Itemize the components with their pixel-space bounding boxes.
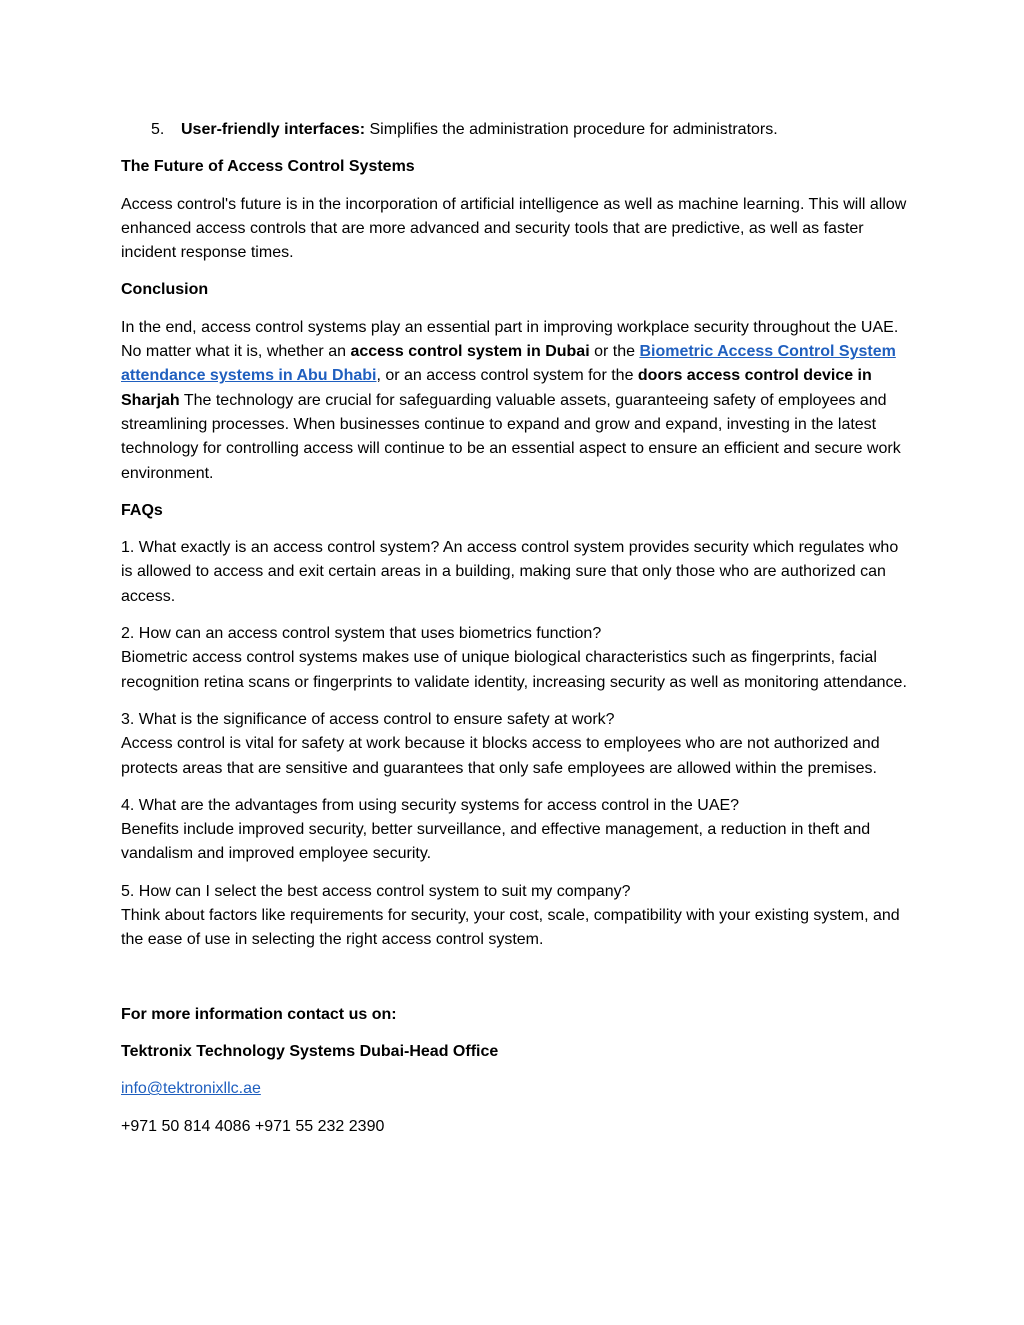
faq-question: 1. What exactly is an access control system? <box>121 539 440 557</box>
email-line <box>121 1077 907 1101</box>
faq-answer: Think about factors like requirements for security, your cost, scale, compatibility with your existing system, and the ease of use in selecting the right access control system. <box>121 907 900 949</box>
faq-item-3 <box>121 708 907 781</box>
conclusion-bold-sharjah: doors access control device in Sharjah <box>121 367 872 409</box>
phone-numbers: +971 50 814 4086 +971 55 232 2390 <box>121 1117 385 1135</box>
faq-answer: An access control system provides security which regulates who is allowed to access and exit certain areas in a building, making sure that only those who are authorized can access. <box>121 539 899 605</box>
faq-answer: Benefits include improved security, better surveillance, and effective management, a reduction in theft and vandalism and improved employee security. <box>121 821 871 863</box>
list-item-user-friendly-interfaces <box>121 118 907 142</box>
faq-question: 2. How can an access control system that uses biometrics function? <box>121 625 602 643</box>
contact-heading-text: For more information contact us on: <box>121 1005 397 1023</box>
conclusion-heading-text: Conclusion <box>121 281 209 299</box>
faqs-heading-text: FAQs <box>121 501 163 519</box>
office-name <box>121 1040 907 1064</box>
list-item-text: Simplifies the administration procedure for administrators. <box>365 121 778 138</box>
conclusion-bold-dubai: access control system in Dubai <box>350 343 590 361</box>
list-number: 5. <box>151 121 165 138</box>
contact-heading <box>121 1003 907 1027</box>
faq-question: 3. What is the significance of access control to ensure safety at work? <box>121 710 615 728</box>
faq-question: 5. How can I select the best access control system to suit my company? <box>121 882 631 900</box>
future-heading <box>121 155 907 179</box>
faq-item-1 <box>121 536 907 609</box>
faq-item-4 <box>121 794 907 867</box>
office-name-text: Tektronix Technology Systems Dubai-Head Office <box>121 1042 499 1060</box>
conclusion-text-2: or the <box>589 343 640 361</box>
conclusion-text-1: In the end, access control systems play an essential part in improving workplace security throughout the UAE. No matter what it is, whether an <box>121 318 899 361</box>
future-heading-text: The Future of Access Control Systems <box>121 158 415 176</box>
list-item-bold-label: User-friendly interfaces: <box>181 121 366 138</box>
conclusion-text-4: The technology are crucial for safeguarding valuable assets, guaranteeing safety of employees and streamlining processes. When businesses continue to expand and grow and expand, investing in the latest technology for controlling access will continue to be an essential aspect to ensure an efficient and secure work environment. <box>121 391 901 482</box>
faq-answer: Access control is vital for safety at work because it blocks access to employees who are not authorized and protects areas that are sensitive and guarantees that only safe employees are allowed within the premises. <box>121 735 880 777</box>
email-link[interactable]: info@tektronixllc.ae <box>121 1080 261 1098</box>
faq-item-5 <box>121 880 907 953</box>
conclusion-paragraph <box>121 316 907 486</box>
biometric-abu-dhabi-link[interactable]: Biometric Access Control System attendance systems in Abu Dhabi <box>121 343 896 385</box>
faq-item-2 <box>121 622 907 695</box>
faqs-heading <box>121 499 907 523</box>
faq-answer: Biometric access control systems makes use of unique biological characteristics such as fingerprints, facial recognition retina scans or fingerprints to validate identity, increasing security as well as monitoring attendance. <box>121 649 907 691</box>
document-page <box>121 118 907 1152</box>
future-paragraph: Access control's future is in the incorporation of artificial intelligence as well as machine learning. This will allow enhanced access controls that are more advanced and security tools that are predictive, as well as faster incident response times. <box>121 195 907 262</box>
faq-question: 4. What are the advantages from using security systems for access control in the UAE? <box>121 796 740 814</box>
section-spacer <box>121 966 907 1003</box>
conclusion-text-3: , or an access control system for the <box>376 367 638 385</box>
conclusion-heading <box>121 278 907 302</box>
